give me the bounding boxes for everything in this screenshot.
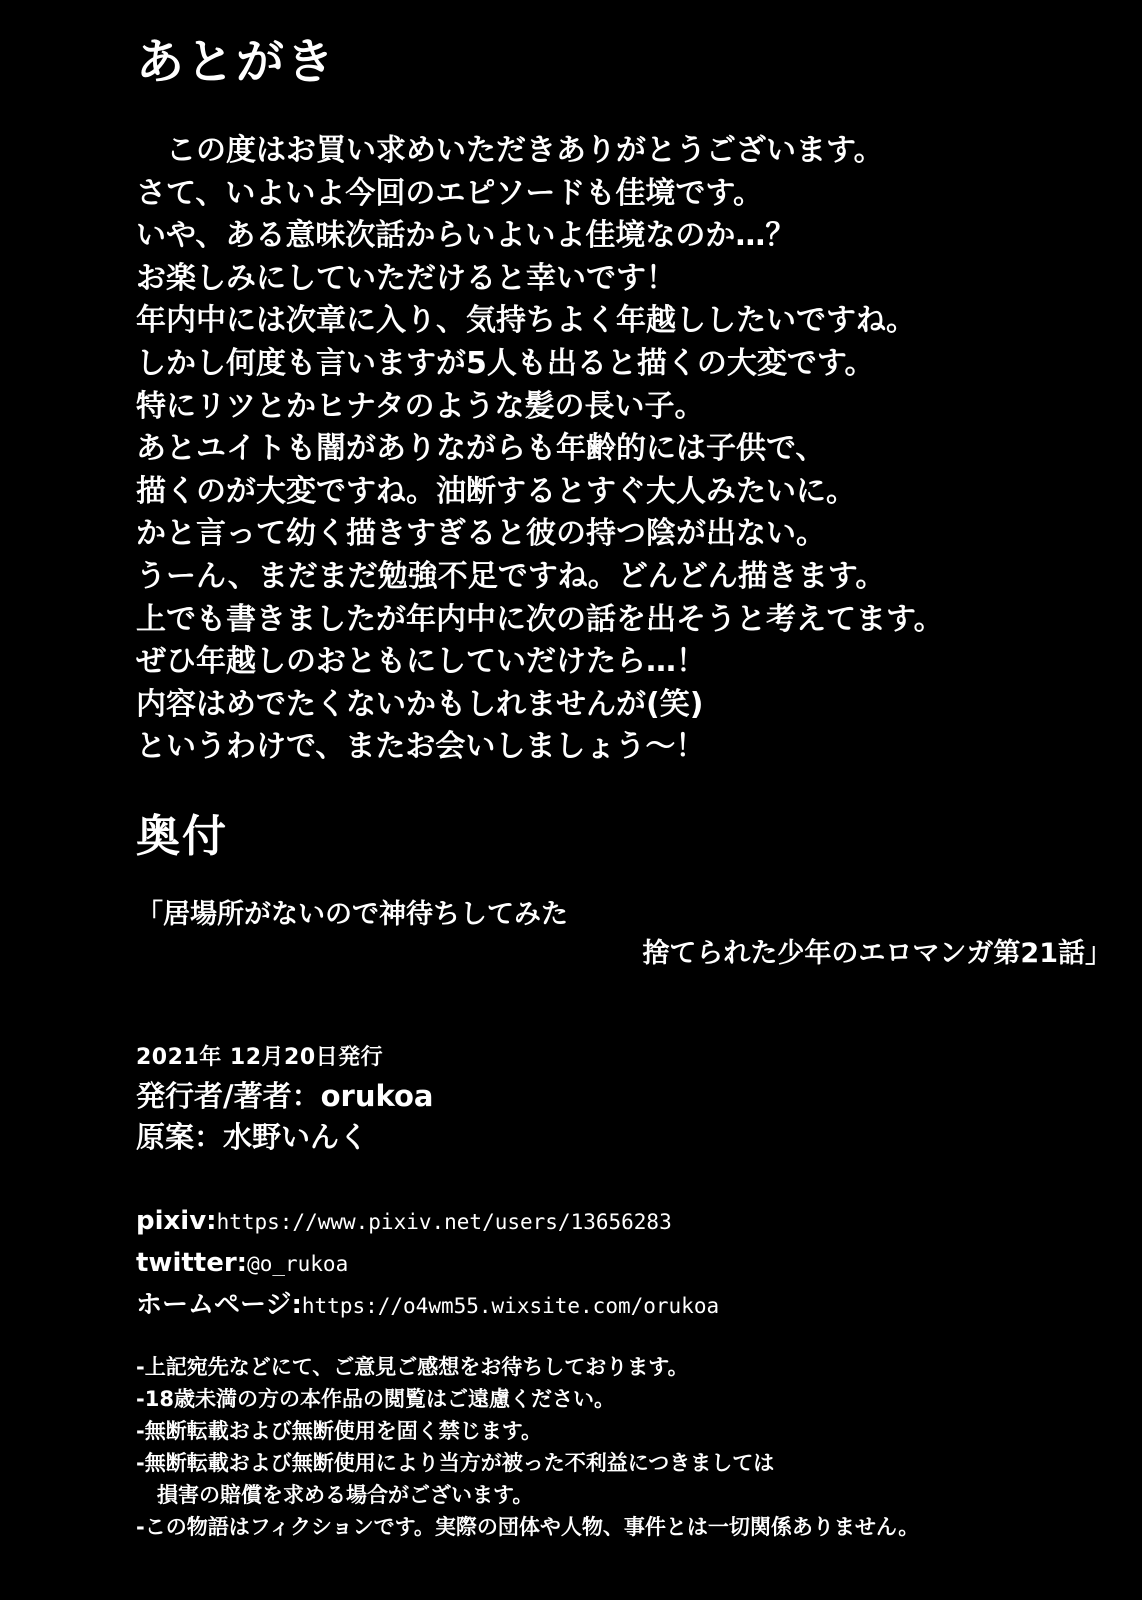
- work-title-line-2: 捨てられた少年のエロマンガ第21話」: [642, 938, 1112, 970]
- notice-line: -上記宛先などにて、ご意見ご感想をお待ちしております。: [136, 1355, 689, 1379]
- afterword-line: あとユイトも闇がありながらも年齢的には子供で、: [136, 431, 826, 467]
- afterword-line: 内容はめでたくないかもしれませんが(笑): [136, 686, 704, 722]
- link-row-homepage[interactable]: [136, 1284, 719, 1326]
- afterword-line: というわけで、またお会いしましょう〜！: [136, 729, 706, 765]
- afterword-line: 描くのが大変ですね。油断するとすぐ大人みたいに。: [136, 473, 856, 509]
- afterword-line: お楽しみにしていただけると幸いです！: [136, 260, 676, 296]
- afterword-line: しかし何度も言いますが5人も出ると描くの大変です。: [136, 345, 875, 381]
- afterword-line: さて、いよいよ今回のエピソードも佳境です。: [136, 175, 763, 211]
- publisher-author: 発行者/著者：orukoa: [136, 1079, 434, 1113]
- original-plan: 原案：水野いんく: [136, 1119, 369, 1154]
- credits: [136, 1076, 433, 1157]
- afterword-line: かと言って幼く描きすぎると彼の持つ陰が出ない。: [136, 516, 826, 552]
- pixiv-url[interactable]: https://www.pixiv.net/users/13656283: [216, 1210, 672, 1234]
- notice-line: -この物語はフィクションです。実際の団体や人物、事件とは一切関係ありません。: [136, 1514, 920, 1539]
- afterword-line: いや、ある意味次話からいよいよ佳境なのか…？: [136, 218, 796, 254]
- afterword-line: 上でも書きましたが年内中に次の話を出そうと考えてます。: [136, 601, 944, 637]
- twitter-handle[interactable]: @o_rukoa: [247, 1252, 349, 1277]
- homepage-label: ホームページ:: [136, 1290, 302, 1321]
- afterword-line: 年内中には次章に入り、気持ちよく年越ししたいですね。: [136, 303, 916, 339]
- work-title-line-1: 「居場所がないので神待ちしてみた: [136, 899, 568, 930]
- notices-block: [136, 1352, 1096, 1543]
- publication-date: 2021年 12月20日発行: [136, 1045, 384, 1070]
- notice-line: 損害の賠償を求める場合がございます。: [136, 1482, 534, 1507]
- afterword-line: うーん、まだまだ勉強不足ですね。どんどん描きます。: [136, 558, 886, 594]
- pixiv-label: pixiv:: [136, 1206, 217, 1236]
- afterword-heading: あとがき: [136, 34, 337, 90]
- links-list: [136, 1200, 719, 1326]
- afterword-line: この度はお買い求めいただきありがとうございます。: [136, 133, 884, 168]
- notice-line: -無断転載および無断使用を固く禁じます。: [136, 1418, 543, 1443]
- afterword-line: ぜひ年越しのおともにしていだけたら…！: [136, 644, 706, 680]
- notice-line: -無断転載および無断使用により当方が被った不利益につきましては: [136, 1450, 775, 1475]
- homepage-url[interactable]: https://o4wm55.wixsite.com/orukoa: [301, 1294, 720, 1319]
- link-row-twitter[interactable]: [136, 1242, 719, 1284]
- work-title: [136, 895, 1116, 973]
- twitter-label: twitter:: [136, 1248, 248, 1279]
- link-row-pixiv[interactable]: [136, 1200, 719, 1242]
- colophon-heading: 奥付: [136, 811, 228, 862]
- afterword-body: [136, 130, 1116, 769]
- notice-line: -18歳未満の方の本作品の閲覧はご遠慮ください。: [136, 1386, 615, 1411]
- afterword-line: 特にリツとかヒナタのような髪の長い子。: [136, 388, 705, 424]
